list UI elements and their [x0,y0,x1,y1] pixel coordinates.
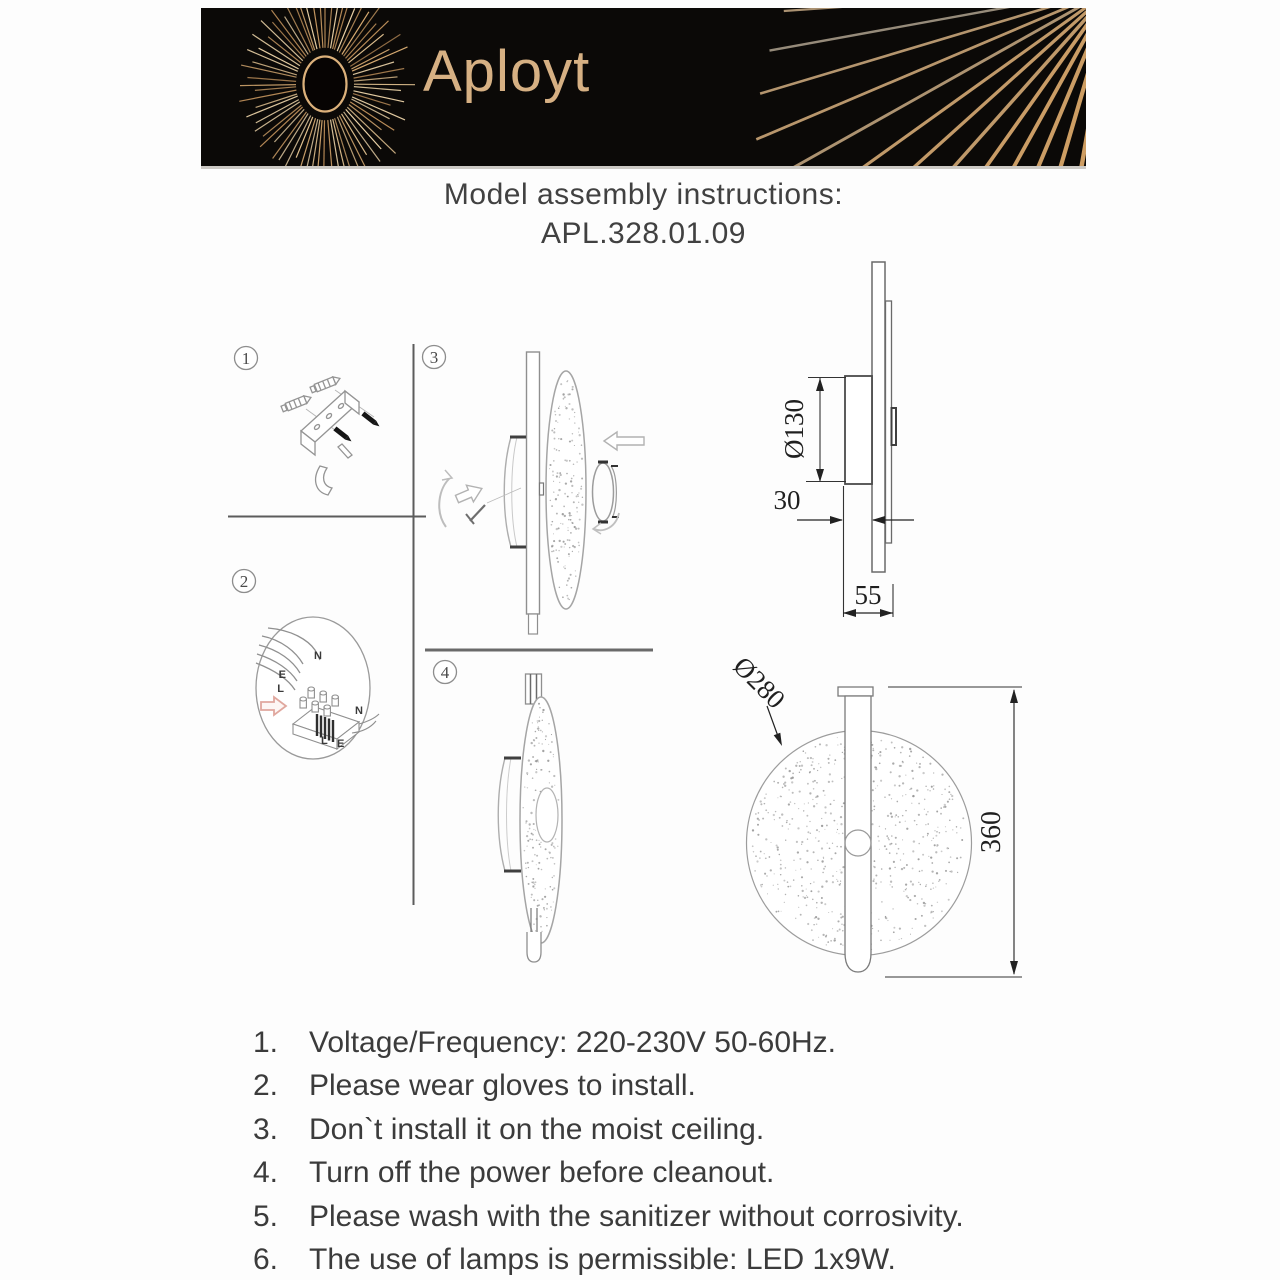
step2-badge [233,570,256,593]
list-item-text: Please wash with the sanitizer without corrosivity. [309,1199,964,1233]
insert-arrow-icon [604,432,644,450]
step3-assembly-drawing [439,352,644,634]
step4-assembled-drawing [498,674,562,962]
list-item-text: Turn off the power before cleanout. [309,1156,775,1190]
front-view-dimension-drawing [728,651,1022,977]
list-item [0,1064,1280,1107]
list-item-text: Voltage/Frequency: 220-230V 50-60Hz. [309,1026,837,1059]
list-item-number: 2. [253,1069,279,1103]
dim-base-depth-label: 30 [773,485,801,515]
brand-logotype: Aployt [423,39,591,104]
list-item-number: 6. [253,1242,279,1276]
list-item-number: 5. [253,1199,279,1233]
hook-part [316,466,332,495]
side-view-dimension-drawing [774,262,915,617]
dim-shade-diameter-leader [767,706,782,746]
hub-edge [892,408,897,445]
center-hole [536,788,558,842]
model-number: APL.328.01.09 [540,217,746,250]
list-item [0,1021,1280,1064]
svg-text:1: 1 [241,349,251,368]
step4-badge [434,661,457,684]
list-item-text: Please wear gloves to install. [309,1069,696,1103]
driver-cover [504,437,526,547]
rod-bottom [527,932,541,962]
small-pin [338,444,352,458]
dim-total-height-label: 360 [976,811,1007,853]
wire-label-l: L [277,683,284,695]
svg-text:3: 3 [429,348,439,367]
hub-stud [540,483,544,495]
list-item [0,1108,1280,1151]
wall-plate [527,352,540,614]
rotate-arrow-left [439,470,452,527]
list-item-number: 4. [253,1156,279,1190]
rod-side [872,262,885,572]
svg-text:2: 2 [239,572,249,591]
list-item-number: 3. [253,1112,279,1146]
terminal-label-e: E [337,738,345,750]
dim-total-depth [843,609,893,617]
step3-badge [423,346,446,369]
list-item-text: The use of lamps is permissible: LED 1x9W. [309,1242,896,1276]
driver-cover [498,758,521,871]
list-item-text: Don`t install it on the moist ceiling. [309,1112,765,1146]
instruction-list [0,1021,1280,1280]
step1-bracket-drawing [281,375,381,495]
dim-shade-diameter-label: Ø280 [727,650,792,715]
dim-base-diameter [806,378,846,483]
svg-text:4: 4 [440,663,450,682]
mounting-base [845,376,872,484]
terminal-label-l: L [321,735,328,747]
push-arrow-icon [453,480,485,507]
dim-total-depth-label: 55 [854,580,882,610]
rod-cap [838,687,873,696]
step1-badge [235,347,258,370]
list-item [0,1238,1280,1280]
terminal-label-n: N [355,705,363,717]
step2-wiring-drawing [256,617,379,759]
wire-label-e: E [278,669,286,681]
list-item-number: 1. [253,1026,279,1059]
page-title: Model assembly instructions: [443,178,844,211]
wire-label-n: N [314,650,322,662]
dim-base-diameter-label: Ø130 [779,399,809,459]
list-item [0,1195,1280,1238]
lock-ring [593,462,620,534]
shade-disc-side [546,371,586,609]
list-item [0,1151,1280,1194]
